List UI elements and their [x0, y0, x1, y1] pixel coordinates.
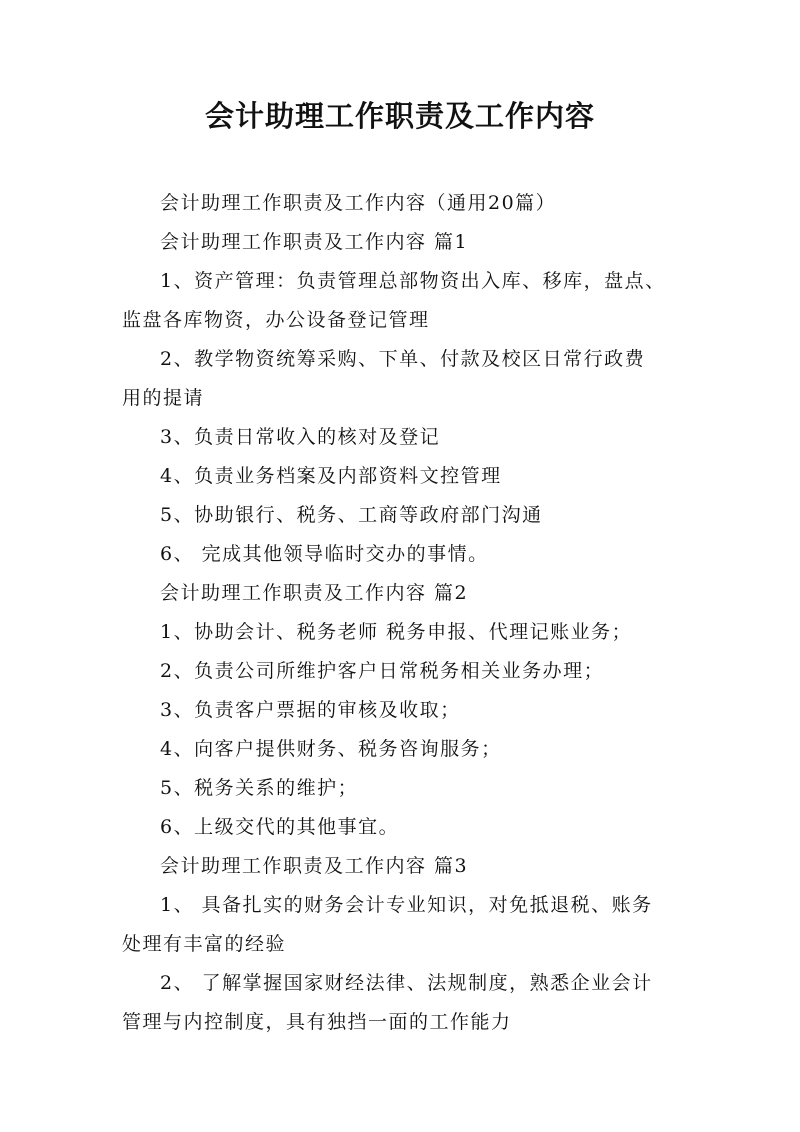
paragraph-item: 4、负责业务档案及内部资料文控管理: [160, 465, 502, 487]
document-body: [122, 184, 692, 1042]
paragraph-item: [122, 262, 692, 340]
paragraph-item: 5、协助银行、税务、工商等政府部门沟通: [160, 504, 543, 526]
document-title: 会计助理工作职责及工作内容: [204, 99, 595, 133]
paragraph-line: 2、 了解掌握国家财经法律、法规制度，熟悉企业会计: [160, 972, 653, 994]
paragraph-continuation: 处理有丰富的经验: [122, 933, 287, 955]
paragraph-item: 3、负责日常收入的核对及登记: [160, 426, 441, 448]
paragraph-item: [122, 886, 692, 964]
paragraph-item: [122, 964, 692, 1042]
section-heading-1: 会计助理工作职责及工作内容 篇1: [160, 231, 469, 253]
paragraph-subtitle: 会计助理工作职责及工作内容（通用20篇）: [160, 192, 557, 214]
section-heading-3: 会计助理工作职责及工作内容 篇3: [160, 855, 469, 877]
paragraph-item: 1、协助会计、税务老师 税务申报、代理记账业务；: [160, 621, 633, 643]
paragraph-continuation: 用的提请: [122, 387, 205, 409]
paragraph-line: 1、资产管理：负责管理总部物资出入库、移库，盘点、: [160, 270, 666, 292]
paragraph-line: 1、 具备扎实的财务会计专业知识，对免抵退税、账务: [160, 894, 653, 916]
paragraph-item: 5、税务关系的维护；: [160, 777, 359, 799]
paragraph-continuation: 监盘各库物资，办公设备登记管理: [122, 309, 430, 331]
paragraph-item: 2、负责公司所维护客户日常税务相关业务办理；: [160, 660, 605, 682]
paragraph-item: [122, 340, 692, 418]
section-heading-2: 会计助理工作职责及工作内容 篇2: [160, 582, 469, 604]
paragraph-item: 4、向客户提供财务、税务咨询服务；: [160, 738, 502, 760]
paragraph-continuation: 管理与内控制度，具有独挡一面的工作能力: [122, 1011, 512, 1033]
paragraph-item: 3、负责客户票据的审核及收取；: [160, 699, 461, 721]
paragraph-item: 6、 完成其他领导临时交办的事情。: [160, 543, 489, 565]
paragraph-item: 6、上级交代的其他事宜。: [160, 816, 400, 838]
paragraph-line: 2、教学物资统筹采购、下单、付款及校区日常行政费: [160, 348, 646, 370]
